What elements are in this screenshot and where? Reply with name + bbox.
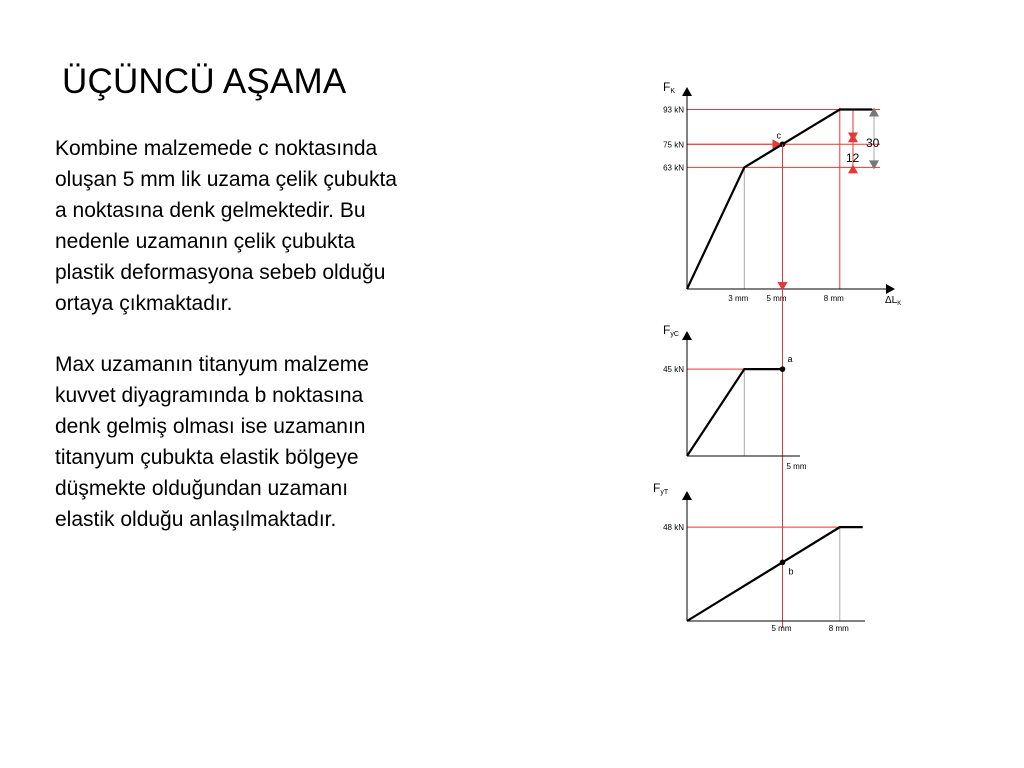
y-tick-label: 48 kN	[663, 523, 684, 533]
text-line: Max uzamanın titanyum malzeme	[55, 353, 369, 376]
x-tick-label: 5 mm	[771, 624, 792, 633]
text-line: oluşan 5 mm lik uzama çelik çubukta	[55, 168, 397, 191]
y-tick-label: 75 kN	[663, 140, 684, 150]
point-label: a	[787, 354, 793, 365]
slide-title: ÜÇÜNCÜ AŞAMA	[62, 62, 347, 101]
axis-arrow	[886, 284, 895, 294]
text-line: nedenle uzamanın çelik çubukta	[55, 230, 356, 253]
text-line: a noktasına denk gelmektedir. Bu	[55, 199, 366, 222]
axis-arrow	[682, 87, 692, 96]
x-tick-label: 8 mm	[828, 624, 849, 633]
point-label: c	[776, 130, 781, 141]
data-point-a	[780, 366, 786, 372]
text-line: Kombine malzemede c noktasında	[55, 137, 378, 160]
series-line	[687, 369, 783, 456]
series-line	[687, 527, 863, 621]
x-tick-label: 3 mm	[728, 294, 749, 303]
text-line: kuvvet diyagramında b noktasına	[55, 384, 364, 407]
text-line: elastik olduğu anlaşılmaktadır.	[55, 508, 337, 531]
x-tick-label: 5 mm	[766, 294, 787, 303]
arrow-head	[778, 282, 788, 291]
dimension-label: 30	[866, 136, 880, 150]
text-line: denk gelmiş olması ise uzamanın	[55, 415, 366, 438]
axis-arrow	[682, 491, 692, 500]
y-tick-label: 63 kN	[663, 163, 684, 173]
text-line: ortaya çıkmaktadır.	[55, 292, 233, 315]
dimension-arrow	[869, 160, 879, 169]
x-tick-label: 8 mm	[823, 294, 844, 303]
y-axis-label: FK	[663, 80, 676, 95]
axis-arrow	[682, 331, 692, 340]
point-label: b	[788, 566, 794, 577]
y-axis-label: FyC	[663, 323, 679, 338]
x-axis-label: $\Delta L_K$	[885, 295, 902, 307]
data-point-b	[780, 560, 786, 566]
dimension-label: 12	[846, 151, 860, 165]
dimension-arrow	[848, 164, 858, 173]
x-tick-label: 5 mm	[786, 462, 807, 471]
y-axis-label: FyT	[653, 481, 669, 496]
text-line: plastik deformasyona sebeb olduğu	[55, 261, 386, 284]
text-line: titanyum çubukta elastik bölgeye	[55, 446, 359, 469]
y-tick-label: 93 kN	[663, 105, 684, 115]
text-line: düşmekte olduğundan uzamanı	[55, 477, 349, 500]
y-tick-label: 45 kN	[663, 365, 684, 375]
